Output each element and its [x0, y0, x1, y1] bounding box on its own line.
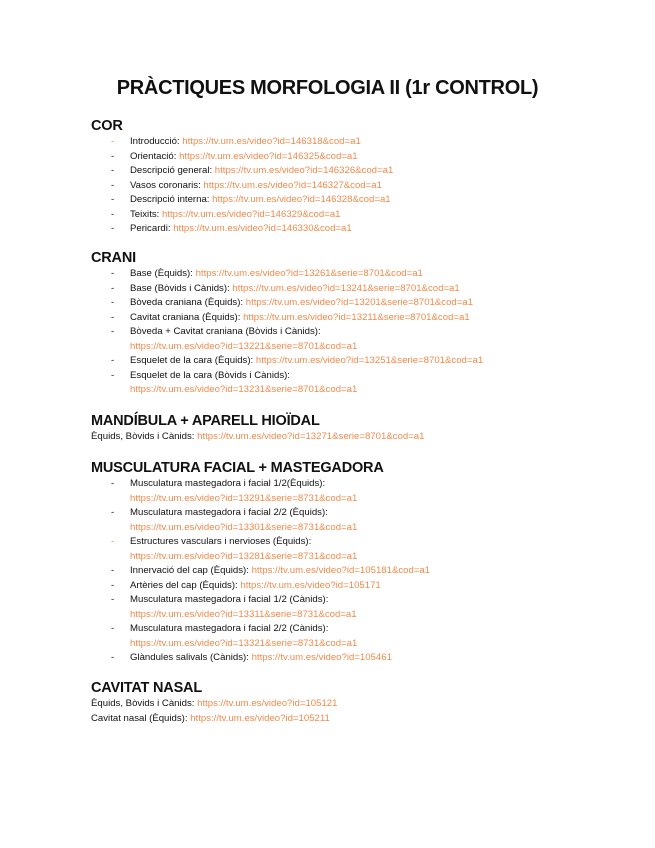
video-link[interactable]: https://tv.um.es/video?id=105211	[190, 712, 330, 724]
list-item	[91, 564, 571, 579]
video-link[interactable]: https://tv.um.es/video?id=105461	[251, 652, 392, 663]
list-item	[91, 193, 571, 208]
bullet-dash: -	[111, 208, 115, 220]
item-label: Artèries del cap (Èquids):	[130, 579, 238, 591]
item-label: Cavitat craniana (Èquids):	[130, 311, 241, 323]
section-heading: COR	[91, 118, 123, 134]
item-label: Musculatura mastegadora i facial 2/2 (Cànids):	[130, 623, 329, 634]
list-item	[91, 222, 571, 237]
list-item	[91, 477, 571, 506]
item-label: Orientació:	[130, 150, 177, 162]
list-item	[91, 325, 571, 354]
video-link[interactable]: https://tv.um.es/video?id=146318&cod=a1	[182, 136, 361, 147]
video-link[interactable]: https://tv.um.es/video?id=13231&serie=8701&cod=a1	[130, 384, 358, 395]
video-link[interactable]: https://tv.um.es/video?id=105171	[240, 579, 381, 591]
list-item	[91, 354, 571, 369]
list-item	[91, 535, 571, 564]
list-item	[91, 579, 571, 594]
video-link[interactable]: https://tv.um.es/video?id=105181&cod=a1	[251, 565, 431, 576]
list-item	[91, 150, 571, 165]
video-link[interactable]: https://tv.um.es/video?id=146326&cod=a1	[214, 165, 394, 176]
section-heading: MUSCULATURA FACIAL + MASTEGADORA	[91, 460, 384, 476]
item-label: Descripció interna:	[130, 194, 210, 205]
video-link[interactable]: https://tv.um.es/video?id=13241&serie=8701&cod=a1	[232, 282, 460, 294]
video-link[interactable]: https://tv.um.es/video?id=146329&cod=a1	[162, 208, 341, 220]
item-label: Base (Bòvids i Cànids):	[130, 282, 230, 294]
bullet-dash: -	[111, 150, 115, 162]
list-item	[91, 430, 571, 445]
bullet-dash: -	[111, 594, 115, 605]
bullet-dash: -	[111, 369, 115, 381]
section-cor	[91, 117, 571, 237]
video-link[interactable]: https://tv.um.es/video?id=13221&serie=8701&cod=a1	[130, 340, 358, 352]
bullet-dash: -	[111, 565, 115, 576]
list-item	[91, 282, 571, 297]
video-link[interactable]: https://tv.um.es/video?id=13291&serie=8731&cod=a1	[130, 492, 358, 504]
section-cavitat-nasal	[91, 679, 571, 726]
section-crani	[91, 249, 571, 398]
item-label: Cavitat nasal (Èquids):	[91, 712, 188, 724]
bullet-dash: -	[111, 223, 115, 234]
item-label: Musculatura mastegadora i facial 1/2 (Cànids):	[130, 594, 329, 605]
item-label: Èquids, Bòvids i Cànids:	[91, 698, 195, 709]
list-item	[91, 651, 571, 666]
item-label: Bòveda + Cavitat craniana (Bòvids i Cànids):	[130, 326, 321, 337]
list-item	[91, 712, 571, 727]
list-item	[91, 164, 571, 179]
list-item	[91, 697, 571, 712]
bullet-dash: -	[111, 282, 115, 294]
bullet-dash: -	[111, 579, 115, 591]
bullet-dash: -	[111, 478, 115, 489]
page-title: PRÀCTIQUES MORFOLOGIA II (1r CONTROL)	[116, 77, 539, 99]
list-item	[91, 311, 571, 326]
bullet-dash: -	[111, 536, 115, 547]
video-link[interactable]: https://tv.um.es/video?id=13311&serie=8731&cod=a1	[130, 608, 357, 620]
section-musculatura	[91, 459, 571, 666]
bullet-dash: -	[111, 652, 115, 663]
item-label: Glàndules salivals (Cànids):	[130, 652, 249, 663]
item-label: Pericardi:	[130, 223, 171, 234]
video-link[interactable]: https://tv.um.es/video?id=13271&serie=8701&cod=a1	[197, 431, 425, 442]
section-mandibula	[91, 412, 571, 445]
video-link[interactable]: https://tv.um.es/video?id=146325&cod=a1	[179, 150, 358, 162]
item-label: Bòveda craniana (Èquids):	[130, 297, 244, 308]
video-link[interactable]: https://tv.um.es/video?id=13301&serie=8731&cod=a1	[130, 521, 358, 533]
list-item	[91, 593, 571, 622]
item-label: Teixits:	[130, 208, 160, 220]
item-label: Musculatura mastegadora i facial 2/2 (Èquids):	[130, 507, 328, 518]
video-link[interactable]: https://tv.um.es/video?id=13281&serie=8731&cod=a1	[130, 550, 358, 562]
section-heading: MANDÍBULA + APARELL HIOÏDAL	[91, 413, 320, 429]
video-link[interactable]: https://tv.um.es/video?id=146330&cod=a1	[173, 223, 352, 234]
item-label: Esquelet de la cara (Bòvids i Cànids):	[130, 369, 290, 381]
video-link[interactable]: https://tv.um.es/video?id=146328&cod=a1	[212, 194, 391, 205]
list-item	[91, 179, 571, 194]
list-item	[91, 506, 571, 535]
item-label: Descripció general:	[130, 165, 213, 176]
video-link[interactable]: https://tv.um.es/video?id=13321&serie=8731&cod=a1	[130, 637, 358, 649]
list-item	[91, 267, 571, 282]
list-item	[91, 135, 571, 150]
video-link[interactable]: https://tv.um.es/video?id=13261&serie=8701&cod=a1	[195, 268, 423, 279]
list-item	[91, 369, 571, 398]
item-label: Innervació del cap (Èquids):	[130, 565, 249, 576]
bullet-dash: -	[111, 179, 115, 191]
video-link[interactable]: https://tv.um.es/video?id=13211&serie=8701&cod=a1	[243, 311, 470, 323]
bullet-dash: -	[111, 136, 115, 147]
bullet-dash: -	[111, 297, 115, 308]
bullet-dash: -	[111, 268, 115, 279]
video-link[interactable]: https://tv.um.es/video?id=13251&serie=8701&cod=a1	[255, 355, 484, 366]
video-link[interactable]: https://tv.um.es/video?id=146327&cod=a1	[203, 179, 382, 191]
bullet-dash: -	[111, 623, 115, 634]
item-label: Musculatura mastegadora i facial 1/2(Èquids):	[130, 478, 326, 489]
list-item	[91, 208, 571, 223]
bullet-dash: -	[111, 311, 115, 323]
section-heading: CAVITAT NASAL	[91, 680, 202, 696]
bullet-dash: -	[111, 355, 115, 366]
video-link[interactable]: https://tv.um.es/video?id=13201&serie=8701&cod=a1	[245, 297, 474, 308]
section-heading: CRANI	[91, 250, 136, 266]
item-label: Esquelet de la cara (Èquids):	[130, 355, 254, 366]
bullet-dash: -	[111, 165, 115, 176]
item-label: Vasos coronaris:	[130, 179, 201, 191]
item-label: Èquids, Bòvids i Cànids:	[91, 431, 195, 442]
bullet-dash: -	[111, 194, 115, 205]
bullet-dash: -	[111, 326, 115, 337]
video-link[interactable]: https://tv.um.es/video?id=105121	[197, 698, 338, 709]
list-item	[91, 622, 571, 651]
list-item	[91, 296, 571, 311]
item-label: Estructures vasculars i nervioses (Èquids):	[130, 536, 312, 547]
bullet-dash: -	[111, 507, 115, 518]
item-label: Introducció:	[130, 136, 180, 147]
item-label: Base (Èquids):	[130, 268, 193, 279]
